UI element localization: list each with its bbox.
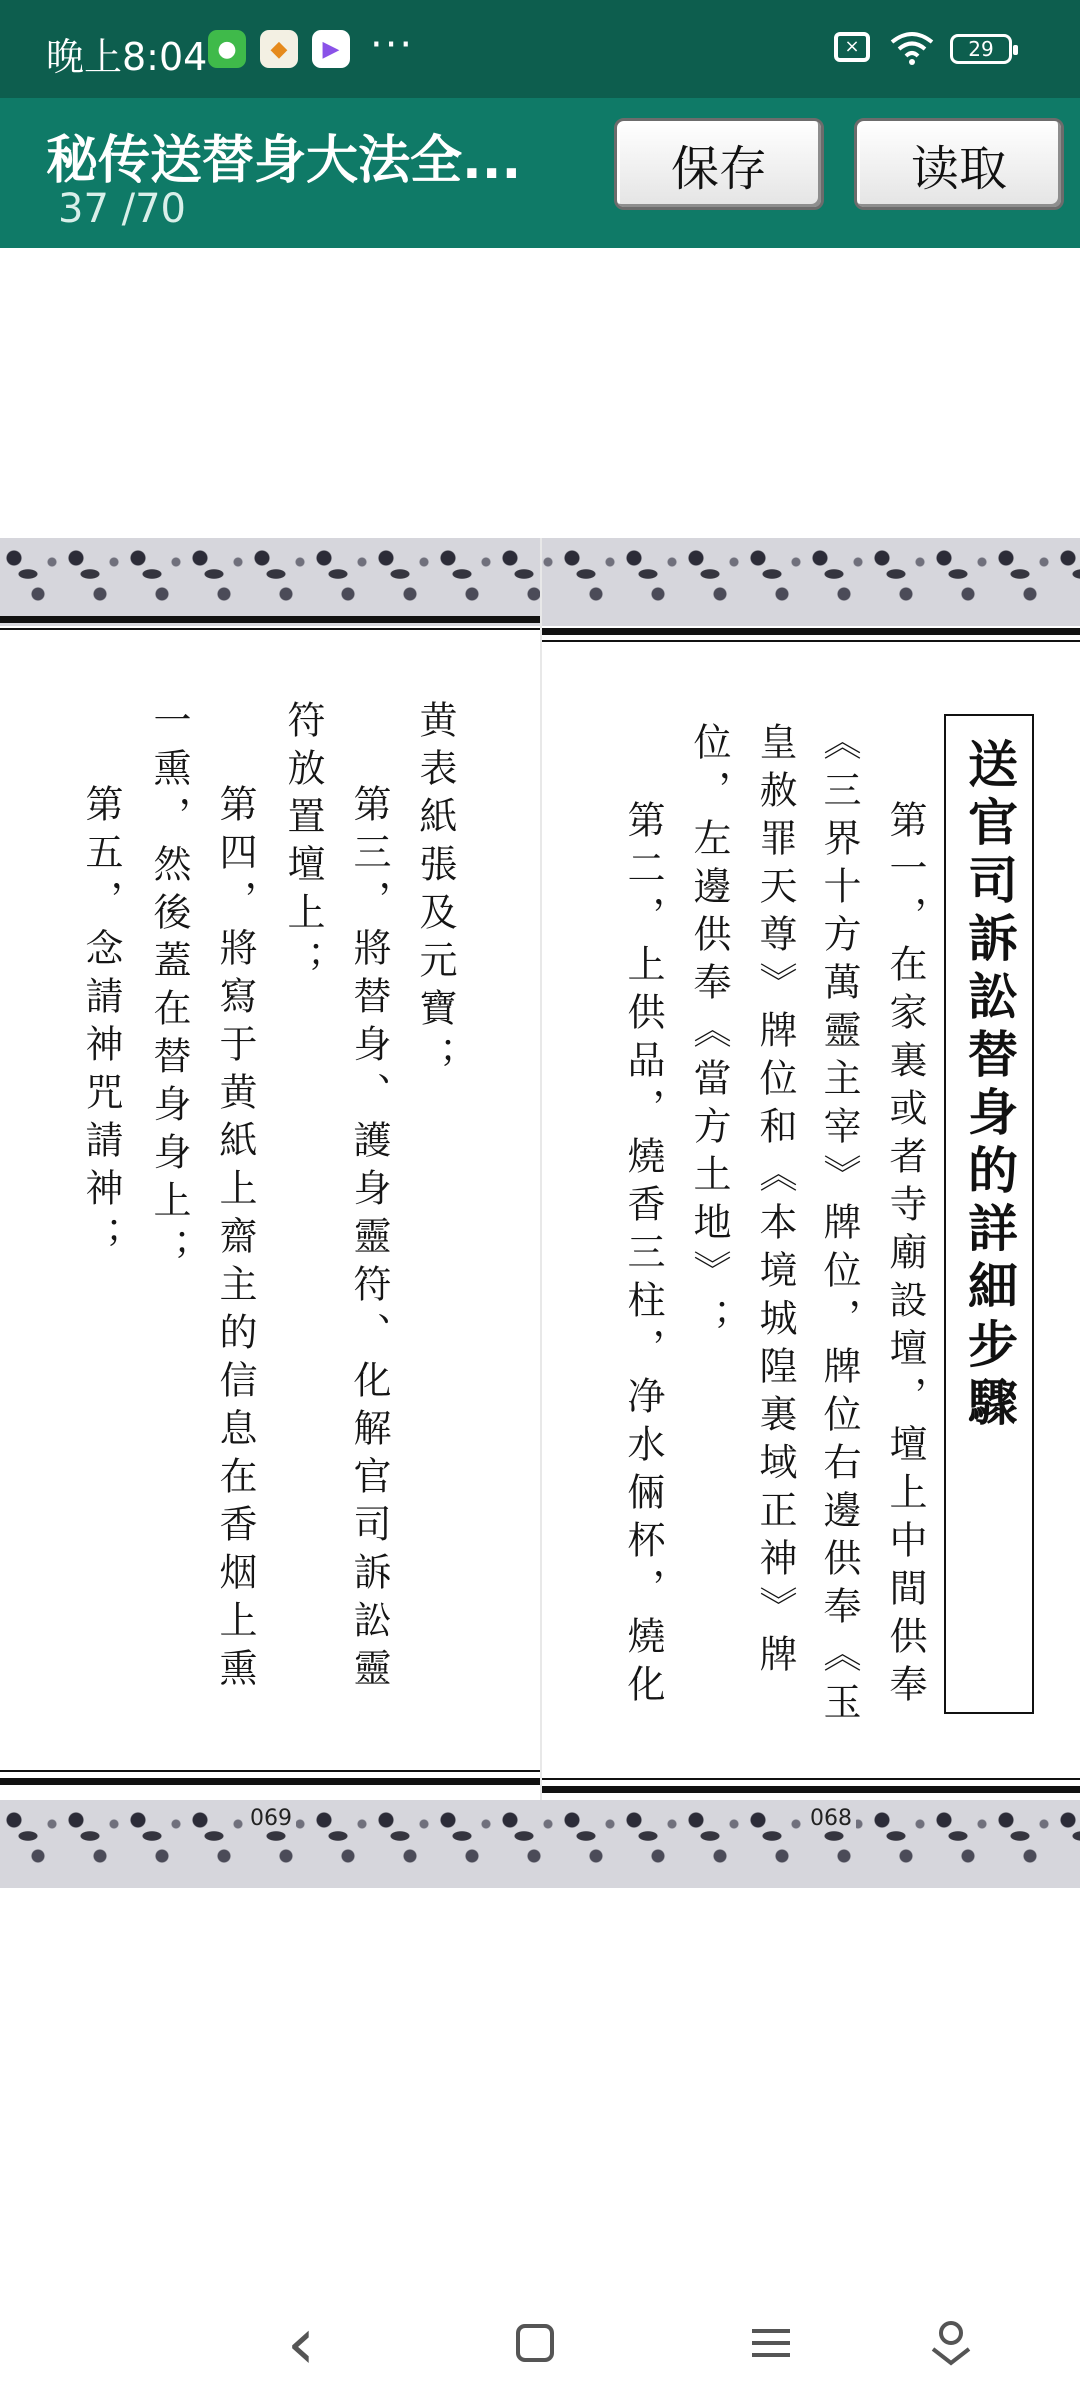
- text-column: 黄表紙張及元寶；: [413, 700, 457, 1084]
- text-column: 第二，上供品，燒香三柱，净水倆杯，燒化: [621, 800, 665, 1712]
- rule-line: [542, 1786, 1080, 1793]
- text-column: 《三界十方萬靈主宰》牌位，牌位右邊供奉《玉: [817, 722, 861, 1730]
- text-column: 符放置壇上；: [281, 700, 325, 988]
- wechat-icon: ●: [208, 30, 246, 68]
- page-number-left: 069: [246, 1806, 296, 1831]
- rule-line: [542, 1778, 1080, 1780]
- save-button[interactable]: 保存: [614, 118, 824, 210]
- page-number-right: 068: [806, 1806, 856, 1831]
- page-indicator: 37 /70: [58, 186, 186, 232]
- payment-app-icon: ◆: [260, 30, 298, 68]
- page-gutter: [540, 538, 542, 1888]
- book-spread[interactable]: [0, 538, 1080, 1888]
- wifi-icon: [888, 30, 936, 70]
- rule-line: [542, 628, 1080, 635]
- system-nav-bar: [0, 2290, 1080, 2400]
- status-bar: [0, 0, 1080, 98]
- decorative-border-bottom: [0, 1800, 1080, 1888]
- text-column: 第一，在家裏或者寺廟設壇，壇上中間供奉: [883, 800, 927, 1712]
- home-icon[interactable]: [500, 2308, 570, 2378]
- text-column: 一熏，然後蓋在替身身上；: [147, 700, 191, 1276]
- rule-line: [0, 628, 540, 630]
- text-column: 皇赦罪天尊》牌位和《本境城隍裏域正神》牌: [753, 722, 797, 1682]
- chapter-title: 送官司訴訟替身的詳細步驟: [960, 738, 1019, 1434]
- text-column: 第五，念請神咒請神；: [79, 784, 123, 1264]
- text-column: 第四，將寫于黄紙上齋主的信息在香烟上熏: [213, 784, 257, 1696]
- video-app-icon: ▶: [312, 30, 350, 68]
- document-title: 秘传送替身大法全...: [46, 131, 522, 191]
- chapter-title-box: [944, 714, 1034, 1714]
- rule-line: [0, 1770, 540, 1772]
- back-icon[interactable]: ‹: [286, 2301, 316, 2385]
- text-column: 第三，將替身、護身靈符、化解官司訴訟靈: [347, 784, 391, 1696]
- assistant-icon[interactable]: [916, 2308, 986, 2378]
- menu-icon[interactable]: [736, 2308, 806, 2378]
- rule-line: [0, 616, 540, 623]
- rule-line: [0, 1778, 540, 1785]
- text-column: 位，左邊供奉《當方土地》；: [687, 722, 731, 1346]
- more-notifications-icon: ···: [370, 22, 415, 68]
- sim-off-icon: ×: [834, 32, 870, 62]
- app-bar: [0, 98, 1080, 248]
- battery-icon: 29: [950, 34, 1012, 64]
- status-time: 晚上8:04: [46, 35, 208, 79]
- load-button[interactable]: 读取: [854, 118, 1064, 210]
- rule-line: [542, 640, 1080, 642]
